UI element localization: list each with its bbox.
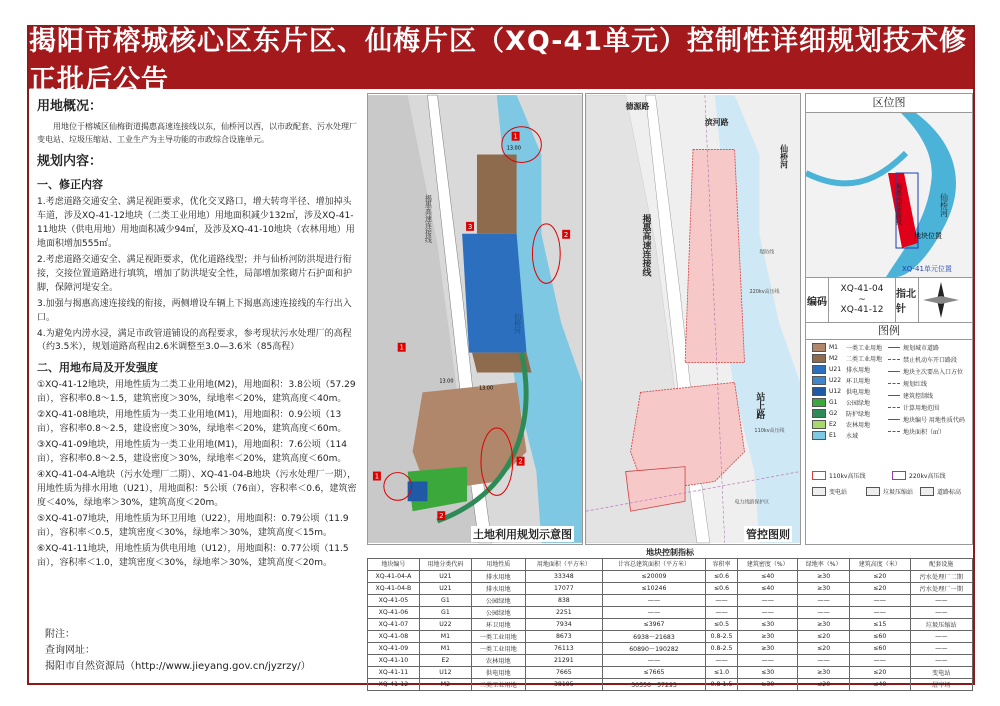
plot-m2 bbox=[477, 155, 517, 234]
table-cell: XQ-41-09 bbox=[368, 643, 420, 655]
table-cell: 排水用地 bbox=[471, 583, 525, 595]
table-cell: 8673 bbox=[525, 631, 602, 643]
loc-unit-label: XQ-41单元位置 bbox=[902, 265, 952, 273]
table-cell: 污水处理厂二期 bbox=[910, 571, 972, 583]
table-cell: G1 bbox=[419, 595, 471, 607]
table-cell: ≤30 bbox=[738, 619, 798, 631]
table-cell: ≥30 bbox=[798, 571, 850, 583]
legend-line-label: 规划红线 bbox=[903, 381, 928, 388]
sec1-item: 4.为避免内涝水浸，满足市政管道铺设的高程要求，参考现状污水处理厂的高程（约3.5米），规划道路高程由2.6米调整至3.0—3.6米（85高程） bbox=[37, 328, 352, 353]
table-cell: 838 bbox=[525, 595, 602, 607]
legend-symbol bbox=[920, 487, 934, 496]
marker-number: 2 bbox=[563, 230, 569, 239]
table-cell: —— bbox=[849, 595, 910, 607]
marker-number: 1 bbox=[374, 472, 380, 481]
legend-line-item bbox=[888, 403, 939, 412]
table-header-cell: 建筑密度（%） bbox=[738, 559, 798, 571]
table-cell: ≤20 bbox=[798, 679, 850, 691]
legend-name: 供电用地 bbox=[846, 389, 871, 396]
compass-icon bbox=[919, 278, 963, 322]
legend-line-symbol bbox=[888, 395, 900, 396]
table-cell: —— bbox=[798, 655, 850, 667]
control-table bbox=[367, 547, 973, 691]
compass bbox=[919, 278, 972, 322]
dimension-label: 13.00 bbox=[439, 378, 454, 385]
road-label: 站上路 bbox=[754, 392, 765, 420]
table-caption: 地块控制指标 bbox=[646, 548, 694, 557]
overview-text: 用地位于榕城区仙梅街道揭惠高速连接线以东，仙桥河以西，以市政配套、污水处理厂变电站、垃圾压缩站、工业生产为主导功能的市政综合设施单元。 bbox=[37, 122, 357, 144]
legend-swatch bbox=[812, 365, 826, 374]
page-title: 揭阳市榕城核心区东片区、仙梅片区（XQ-41单元）控制性详细规划技术修正批后公告 bbox=[29, 27, 973, 89]
land-use-map bbox=[367, 93, 583, 545]
legend-line-item bbox=[888, 427, 945, 436]
table-row bbox=[368, 571, 973, 583]
loc-river-label: 仙桥河 bbox=[939, 193, 949, 217]
legend-symbol-item bbox=[892, 471, 945, 480]
table-cell: 30556～57293 bbox=[603, 679, 706, 691]
land-use-map-svg bbox=[368, 94, 582, 544]
table-cell: XQ-41-12 bbox=[368, 679, 420, 691]
legend-swatch bbox=[812, 431, 826, 440]
table-header-cell: 用地面积（平方米） bbox=[525, 559, 602, 571]
legend-symbol-item bbox=[920, 487, 961, 496]
table-cell: ≤15 bbox=[849, 619, 910, 631]
code-from: XQ-41-04 bbox=[840, 283, 884, 294]
table-cell: ≤40 bbox=[738, 583, 798, 595]
table-cell: XQ-41-04-B bbox=[368, 583, 420, 595]
legend-swatch bbox=[812, 354, 826, 363]
legend-swatch bbox=[812, 343, 826, 352]
table-cell: 供电用地 bbox=[471, 667, 525, 679]
marker-number: 1 bbox=[513, 132, 518, 141]
table-row bbox=[368, 595, 973, 607]
table-cell: XQ-41-05 bbox=[368, 595, 420, 607]
table-cell: M1 bbox=[419, 631, 471, 643]
table-cell: ≤3967 bbox=[603, 619, 706, 631]
poster-frame bbox=[27, 25, 975, 689]
legend-item bbox=[812, 431, 858, 440]
loc-road-label: 揭惠高速连接线 bbox=[894, 183, 902, 225]
table-cell: —— bbox=[705, 655, 737, 667]
table-cell: 二类工业用地 bbox=[471, 679, 525, 691]
legend-line-item bbox=[888, 379, 927, 388]
table-row bbox=[368, 655, 973, 667]
dimension-label: 13.00 bbox=[506, 145, 521, 152]
table-cell: 农林用地 bbox=[471, 655, 525, 667]
table-cell: G1 bbox=[419, 607, 471, 619]
legend-item bbox=[812, 365, 870, 374]
line-label: 电力线路保护区 bbox=[734, 499, 770, 506]
table-cell: 一类工业用地 bbox=[471, 643, 525, 655]
table-cell: ≤20009 bbox=[603, 571, 706, 583]
river-label: 仙桥河 bbox=[779, 144, 789, 169]
table-cell: —— bbox=[798, 595, 850, 607]
road-label: 德源路 bbox=[625, 101, 650, 111]
legend-code: M2 bbox=[829, 355, 838, 362]
legend-symbol-item bbox=[812, 471, 865, 480]
legend-line-symbol bbox=[888, 359, 900, 360]
table-row bbox=[368, 583, 973, 595]
legend-symbol bbox=[812, 487, 826, 496]
table-cell: —— bbox=[705, 607, 737, 619]
legend-line-label: 规划城市道路 bbox=[903, 345, 940, 352]
table-cell: 污水处理厂一期 bbox=[910, 583, 972, 595]
table-cell: XQ-41-04-A bbox=[368, 571, 420, 583]
legend-line-symbol bbox=[888, 371, 900, 372]
legend-line-symbol bbox=[888, 407, 900, 408]
legend-name: 环卫用地 bbox=[846, 378, 871, 385]
table-header-cell: 建筑高度（米） bbox=[849, 559, 910, 571]
legend-code: E2 bbox=[829, 421, 837, 428]
legend-name: 排水用地 bbox=[846, 367, 871, 374]
table-cell: XQ-41-11 bbox=[368, 667, 420, 679]
legend-line-symbol bbox=[888, 431, 900, 432]
legend-name: 水域 bbox=[846, 433, 859, 440]
section2-title: 二、用地布局及开发强度 bbox=[37, 361, 158, 375]
table-cell: XQ-41-07 bbox=[368, 619, 420, 631]
legend-item bbox=[812, 398, 870, 407]
table-cell: 变电站 bbox=[910, 667, 972, 679]
river-label: 仙桥河 bbox=[512, 313, 521, 334]
marker-number: 2 bbox=[518, 457, 523, 466]
legend-name: 一类工业用地 bbox=[846, 345, 883, 352]
table-cell: ≤20 bbox=[849, 571, 910, 583]
legend-name: 二类工业用地 bbox=[846, 356, 883, 363]
code-label: 编码 bbox=[806, 278, 829, 322]
table-header-cell: 地块编号 bbox=[368, 559, 420, 571]
table-row bbox=[368, 619, 973, 631]
sec2-item: ④XQ-41-04-A地块（污水处理厂二期）、XQ-41-04-B地块（污水处理厂一期），用地性质为排水用地（U21），用地面积：5公顷（76亩），容积率＜0.6，建筑密度＜40%，绿地率＞30%，建筑高度＜20m。 bbox=[37, 470, 357, 508]
land-use-map-caption: 土地利用规划示意图 bbox=[473, 528, 572, 541]
table-cell: 60890～190282 bbox=[603, 643, 706, 655]
plot-outline bbox=[685, 150, 744, 363]
legend-line-item bbox=[888, 355, 957, 364]
section1-title: 一、修正内容 bbox=[37, 178, 103, 192]
location-map bbox=[806, 113, 972, 278]
dimension-label: 13.00 bbox=[478, 385, 494, 392]
sec2-item: ⑤XQ-41-07地块，用地性质为环卫用地（U22），用地面积：0.79公顷（11.9亩），容积率＜0.5，建筑密度＜30%，绿地率＞30%，建筑高度＜15m。 bbox=[37, 513, 349, 538]
table-cell: ≤20 bbox=[849, 583, 910, 595]
legend-code: G1 bbox=[829, 399, 838, 406]
table-cell: 排水用地 bbox=[471, 571, 525, 583]
table-cell: U21 bbox=[419, 571, 471, 583]
marker-number: 2 bbox=[439, 512, 444, 521]
table-header-cell: 用地性质 bbox=[471, 559, 525, 571]
location-heading: 区位图 bbox=[806, 94, 972, 113]
table-body bbox=[368, 571, 973, 691]
table-cell: —— bbox=[910, 631, 972, 643]
north-label: 指北针 bbox=[896, 278, 919, 322]
legend-code: U22 bbox=[829, 377, 842, 384]
legend-line-symbol bbox=[888, 419, 900, 420]
legend-line-item bbox=[888, 343, 939, 352]
side-panel bbox=[805, 93, 973, 545]
table-row bbox=[368, 643, 973, 655]
legend-code: G2 bbox=[829, 410, 838, 417]
table-cell: 33348 bbox=[525, 571, 602, 583]
table-cell: ≤10246 bbox=[603, 583, 706, 595]
table-cell: 环卫用地 bbox=[471, 619, 525, 631]
legend-swatch bbox=[812, 376, 826, 385]
code-sep: ~ bbox=[858, 294, 866, 305]
overview-heading: 用地概况： bbox=[37, 99, 103, 114]
table-cell: ≥30 bbox=[798, 619, 850, 631]
code-box bbox=[806, 278, 972, 323]
table-cell: ≥30 bbox=[798, 667, 850, 679]
location-map-svg bbox=[806, 113, 972, 277]
legend-item bbox=[812, 343, 882, 352]
sec2-item: ②XQ-41-08地块，用地性质为一类工业用地(M1)，用地面积：0.9公顷（13亩），容积率0.8～2.5，建设密度＞30%，绿地率＜20%，建筑高度＜60m。 bbox=[37, 410, 347, 435]
table-cell: XQ-41-06 bbox=[368, 607, 420, 619]
code-range bbox=[829, 278, 896, 322]
table-cell: —— bbox=[910, 655, 972, 667]
legend-heading: 图例 bbox=[806, 323, 972, 340]
table-header-row bbox=[368, 559, 973, 571]
legend-symbol-label: 垃圾压缩站 bbox=[883, 489, 914, 496]
table-cell: 0.8-1.5 bbox=[705, 679, 737, 691]
sec1-item: 3.加强与揭惠高速连接线的衔接，两侧增设车辆上下揭惠高速连接线的车行出入口。 bbox=[37, 298, 352, 323]
legend-symbol bbox=[866, 487, 880, 496]
table-cell: —— bbox=[603, 595, 706, 607]
legend-line-symbol bbox=[888, 383, 900, 384]
table-cell: ≥30 bbox=[798, 583, 850, 595]
line-label: 110kv高压线 bbox=[754, 427, 785, 434]
table-cell: —— bbox=[603, 655, 706, 667]
table-cell: —— bbox=[738, 607, 798, 619]
plot-u21 bbox=[462, 234, 526, 353]
table-cell: ≤20 bbox=[849, 667, 910, 679]
table-cell: ≥30 bbox=[738, 643, 798, 655]
code-to: XQ-41-12 bbox=[840, 305, 884, 316]
table-cell: 38195 bbox=[525, 679, 602, 691]
table-cell: —— bbox=[910, 643, 972, 655]
table-cell: 21291 bbox=[525, 655, 602, 667]
table-cell: 垃圾压缩站 bbox=[910, 619, 972, 631]
legend-line-label: 禁止机动车开口路段 bbox=[903, 357, 958, 364]
maps-area bbox=[367, 93, 801, 545]
table-row bbox=[368, 631, 973, 643]
footnote-label: 附注： bbox=[45, 629, 75, 640]
legend-symbol-label: 道路标高 bbox=[937, 489, 962, 496]
table-cell: ≤60 bbox=[849, 631, 910, 643]
line-label: 堤防线 bbox=[759, 249, 775, 256]
table-cell: 屠宰场 bbox=[910, 679, 972, 691]
table-cell: —— bbox=[910, 607, 972, 619]
table-cell: —— bbox=[798, 607, 850, 619]
legend-swatch bbox=[812, 409, 826, 418]
legend-symbol-item bbox=[866, 487, 913, 496]
table-cell: ≤0.6 bbox=[705, 571, 737, 583]
legend-item bbox=[812, 376, 870, 385]
table-cell: 6938～21683 bbox=[603, 631, 706, 643]
table-cell: 一类工业用地 bbox=[471, 631, 525, 643]
text-column bbox=[37, 93, 359, 681]
footnote bbox=[45, 627, 311, 675]
table-cell: —— bbox=[738, 655, 798, 667]
table-cell: 17077 bbox=[525, 583, 602, 595]
marker-number: 1 bbox=[399, 343, 404, 352]
legend-line-label: 地块主次要出入口方位 bbox=[903, 369, 964, 376]
table-cell: 2251 bbox=[525, 607, 602, 619]
legend-item bbox=[812, 387, 870, 396]
table-cell: 公园绿地 bbox=[471, 595, 525, 607]
table-header-cell: 容积率 bbox=[705, 559, 737, 571]
table-cell: U21 bbox=[419, 583, 471, 595]
table-cell: 公园绿地 bbox=[471, 607, 525, 619]
road-label: 滨河路 bbox=[704, 117, 729, 127]
legend-line-item bbox=[888, 367, 963, 376]
table-cell: ≤20 bbox=[798, 643, 850, 655]
table-cell: —— bbox=[910, 595, 972, 607]
table-cell: ≤20 bbox=[798, 631, 850, 643]
legend-symbol-label: 110kv高压线 bbox=[829, 473, 866, 480]
table-cell: U22 bbox=[419, 619, 471, 631]
table-cell: 76113 bbox=[525, 643, 602, 655]
legend-item bbox=[812, 409, 870, 418]
table-cell: 7665 bbox=[525, 667, 602, 679]
legend-code: M1 bbox=[829, 344, 838, 351]
expressway-label: 揭惠高速连接线 bbox=[423, 194, 432, 243]
table-row bbox=[368, 667, 973, 679]
sec2-item: ③XQ-41-09地块，用地性质为一类工业用地(M1)，用地面积：7.6公顷（114亩），容积率0.8～2.5，建设密度＞30%，绿地率＜20%，建筑高度＜60m。 bbox=[37, 440, 347, 465]
table-row bbox=[368, 607, 973, 619]
legend-line-item bbox=[888, 415, 965, 424]
sec1-item: 2.考虑道路交通安全、满足视距要求，优化道路线型；并与仙桥河防洪堤进行衔接，交接位置道路进行填筑，增加了防洪堤安全性，局部增加浆砌片石护面和护脚，保障河堤安全。 bbox=[37, 254, 353, 293]
control-map-svg bbox=[586, 94, 800, 544]
content-heading: 规划内容： bbox=[37, 153, 103, 169]
table-cell: ≤40 bbox=[849, 679, 910, 691]
legend-line-symbol bbox=[888, 347, 900, 348]
legend-code: E1 bbox=[829, 432, 837, 439]
table-cell: —— bbox=[705, 595, 737, 607]
table-cell: M1 bbox=[419, 643, 471, 655]
table-cell: ≥30 bbox=[738, 679, 798, 691]
legend-line-label: 计算用地范围 bbox=[903, 405, 940, 412]
sec1-item: 1.考虑道路交通安全、满足视距要求，优化交叉路口，增大转弯半径、增加掉头车道，涉及XQ-41-12地块（二类工业用地）用地面积减少132㎡，涉及XQ-41-11地块（供电用地）用地面积减少94㎡，及涉及XQ-41-10地块（农林用地）用地面积增加555㎡。 bbox=[37, 197, 355, 249]
table-cell: 0.8-2.5 bbox=[705, 631, 737, 643]
legend bbox=[806, 323, 972, 531]
legend-symbol-item bbox=[812, 487, 847, 496]
control-table-area bbox=[367, 547, 973, 689]
sec2-item: ①XQ-41-12地块，用地性质为二类工业用地(M2)，用地面积：3.8公顷（57.29亩），容积率0.8～1.5，建筑密度＞30%，绿地率＜20%，建筑高度＜40m。 bbox=[37, 380, 356, 405]
legend-line-label: 地块面积（㎡） bbox=[903, 429, 946, 436]
legend-symbol-label: 变电站 bbox=[829, 489, 848, 496]
table-cell: ≤1.0 bbox=[705, 667, 737, 679]
legend-code: U12 bbox=[829, 388, 842, 395]
footnote-query-label: 查询网址： bbox=[45, 645, 95, 656]
table-header-cell: 配套设施 bbox=[910, 559, 972, 571]
table-cell: —— bbox=[603, 607, 706, 619]
table-header-cell: 绿地率（%） bbox=[798, 559, 850, 571]
control-map bbox=[585, 93, 801, 545]
legend-swatch bbox=[812, 420, 826, 429]
table-header-cell: 计容总建筑面积（平方米） bbox=[603, 559, 706, 571]
table-cell: XQ-41-08 bbox=[368, 631, 420, 643]
line-label: 220kv高压线 bbox=[749, 289, 780, 296]
table-cell: ≤7665 bbox=[603, 667, 706, 679]
table-cell: 7934 bbox=[525, 619, 602, 631]
legend-name: 防护绿地 bbox=[846, 411, 871, 418]
legend-swatch bbox=[812, 387, 826, 396]
legend-name: 公园绿地 bbox=[846, 400, 871, 407]
legend-line-label: 建筑控制线 bbox=[903, 393, 934, 400]
marker-number: 3 bbox=[467, 222, 473, 231]
legend-swatch bbox=[812, 398, 826, 407]
loc-plot-label: 地块位置 bbox=[914, 232, 942, 240]
table-cell: ≥30 bbox=[738, 631, 798, 643]
table-cell: 0.8-2.5 bbox=[705, 643, 737, 655]
table-cell: U12 bbox=[419, 667, 471, 679]
sec2-item: ⑥XQ-41-11地块，用地性质为供电用地（U12），用地面积：0.77公顷（11.5亩），容积率＜1.0，建筑密度＜30%，绿地率＞30%，建筑高度＜20m。 bbox=[37, 543, 349, 568]
table-cell: ≤30 bbox=[738, 667, 798, 679]
table-cell: ≤40 bbox=[738, 571, 798, 583]
table-cell: ≤0.5 bbox=[705, 619, 737, 631]
table-cell: —— bbox=[849, 607, 910, 619]
table-cell: M2 bbox=[419, 679, 471, 691]
legend-item bbox=[812, 354, 882, 363]
table-cell: ≤0.6 bbox=[705, 583, 737, 595]
table-cell: E2 bbox=[419, 655, 471, 667]
control-map-caption: 管控图则 bbox=[746, 528, 790, 541]
legend-symbol-label: 220kv高压线 bbox=[909, 473, 946, 480]
table-row bbox=[368, 679, 973, 691]
table-cell: —— bbox=[738, 595, 798, 607]
legend-name: 农林用地 bbox=[846, 422, 871, 429]
legend-symbol bbox=[812, 471, 826, 480]
legend-line-item bbox=[888, 391, 933, 400]
footnote-url[interactable]: 揭阳市自然资源局（http://www.jieyang.gov.cn/jyzrzy/） bbox=[45, 661, 311, 672]
legend-symbol bbox=[892, 471, 906, 480]
legend-item bbox=[812, 420, 870, 429]
expressway-label: 揭惠高速连接线 bbox=[640, 213, 651, 277]
table-header-cell: 用地分类代码 bbox=[419, 559, 471, 571]
legend-line-label: 地块编号 用地性质代码 bbox=[903, 417, 965, 424]
table-cell: ≤60 bbox=[849, 643, 910, 655]
table-cell: —— bbox=[849, 655, 910, 667]
table-cell: XQ-41-10 bbox=[368, 655, 420, 667]
legend-code: U21 bbox=[829, 366, 842, 373]
